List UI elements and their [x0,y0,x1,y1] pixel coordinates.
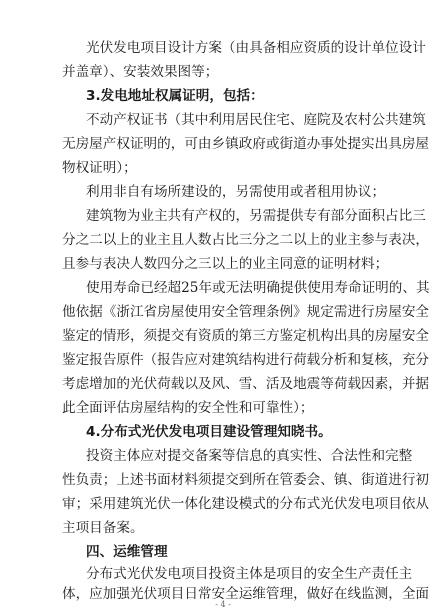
text-line: 不动产权证书（其中利用居民住宅、庭院及农村公共建筑 [86,112,426,128]
text-line: 光伏发电项目设计方案（由具备相应资质的设计单位设计 [86,40,426,56]
text-line: 分之二以上的业主且人数占比三分之二以上的业主参与表决， [62,232,430,248]
text-line: 利用非自有场所建设的，另需使用或者租用协议； [86,184,386,200]
text-line: 此全面评估房屋结构的安全性和可靠性）； [62,400,314,416]
text-line: 建筑物为业主共有产权的，另需提供专有部分面积占比三 [86,208,426,224]
text-line: 考虑增加的光伏荷载以及风、雪、活及地震等荷载因素，并据 [62,376,430,392]
text-line: 主项目备案。 [62,520,144,536]
text-line: 且参与表决人数四分之三以上的业主同意的证明材料； [62,256,389,272]
text-line: 并盖章）、安装效果图等； [62,64,219,80]
section-heading: 4.分布式光伏发电项目建设管理知晓书。 [86,424,332,440]
text-line: 使用寿命已经超25年或无法明确提供使用寿命证明的、其 [86,280,430,296]
text-line: 审；采用建筑光伏一体化建设模式的分布式光伏发电项目依从 [62,496,430,512]
chapter-heading: 四、运维管理 [86,544,168,560]
text-line: 鉴定报告原件（报告应对建筑结构进行荷载分析和复核，充分 [62,352,430,368]
text-line: 体，应加强光伏项目日常安全运维管理，做好在线监测，全面 [62,586,430,602]
text-line: 无房屋产权证明的，可由乡镇政府或街道办事处提实出具房屋 [62,136,430,152]
text-line: 分布式光伏发电项目投资主体是项目的安全生产责任主 [86,566,413,582]
text-line: 他依据《浙江省房屋使用安全管理条例》规定需进行房屋安全 [62,304,430,320]
text-line: 物权证明）； [62,160,137,176]
page-number: - 4 - [215,600,231,609]
text-line: 投资主体应对提交备案等信息的真实性、合法性和完整 [86,448,413,464]
text-line: 性负责；上述书面材料须提交到所在管委会、镇、街道进行初 [62,472,430,488]
section-heading: 3.发电地址权属证明，包括： [86,88,264,104]
text-line: 鉴定的情形，须提交有资质的第三方鉴定机构出具的房屋安全 [62,328,430,344]
